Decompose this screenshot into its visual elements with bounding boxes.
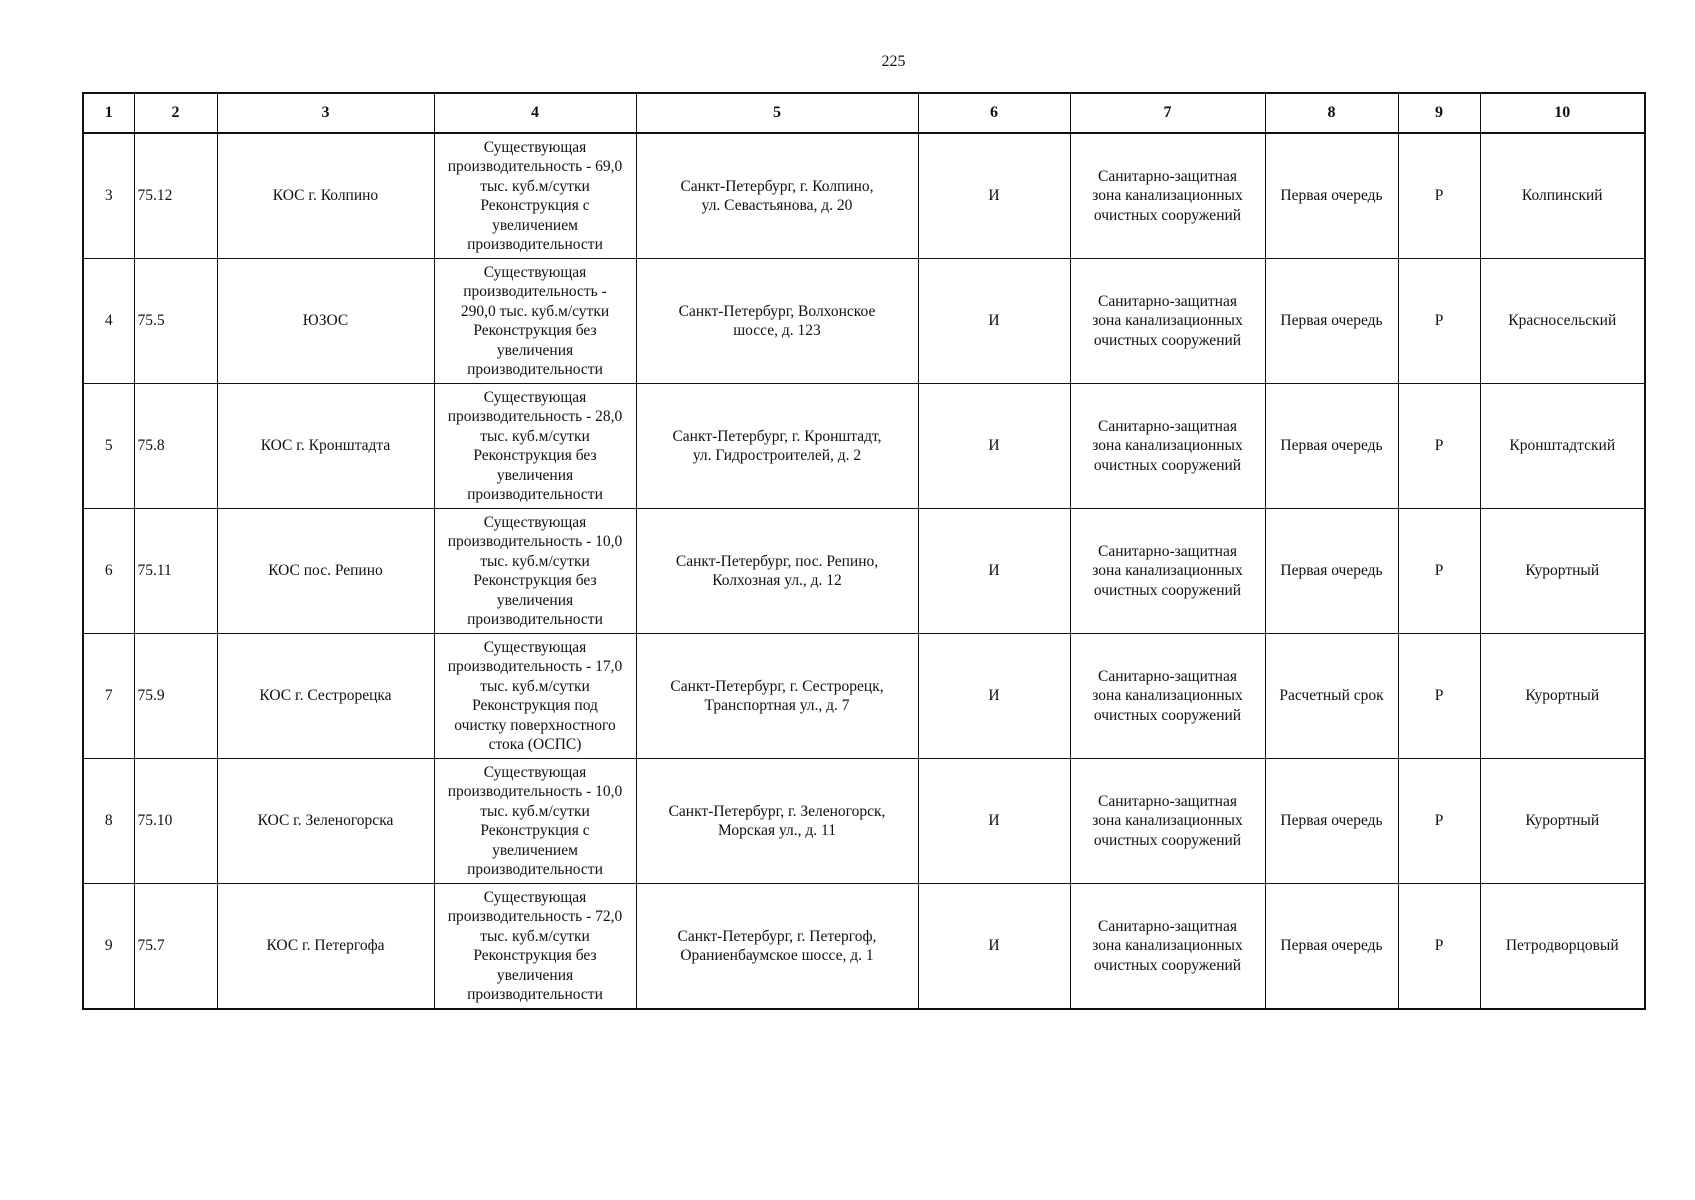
- object-description-cell-line: увеличением: [492, 216, 578, 234]
- object-description-cell-line: Существующая: [483, 888, 587, 906]
- object-description-cell-line: производительность - 72,0: [447, 908, 623, 925]
- zone-cell-line: Санитарно-защитная: [1098, 417, 1237, 435]
- object-description-cell-line: производительность - 10,0: [447, 783, 623, 800]
- object-name-cell: КОС г. Петергофа: [217, 884, 434, 1010]
- zone-cell-line: Санитарно-защитная: [1098, 792, 1237, 810]
- object-description-cell-line: 290,0 тыс. куб.м/сутки: [460, 302, 610, 320]
- column-header: 7: [1070, 93, 1265, 133]
- zone-cell-line: зона канализационных: [1092, 187, 1243, 205]
- zone-cell-line: зона канализационных: [1092, 437, 1243, 455]
- table-row: [83, 259, 1645, 384]
- object-address-cell-line: Ораниенбаумское шоссе, д. 1: [680, 947, 874, 964]
- column-header: 5: [636, 93, 918, 133]
- object-description-cell: [434, 634, 636, 759]
- row-number-cell: 5: [83, 384, 134, 509]
- status-cell: Р: [1398, 884, 1480, 1010]
- zone-cell-line: Санитарно-защитная: [1098, 917, 1237, 935]
- zone-cell: [1070, 259, 1265, 384]
- zone-cell-line: зона канализационных: [1092, 687, 1243, 705]
- object-description-cell-line: Реконструкция под: [472, 697, 598, 714]
- object-description-cell-line: тыс. куб.м/сутки: [480, 552, 590, 570]
- object-description-cell-line: Реконструкция без: [473, 322, 597, 339]
- object-address-cell-line: Санкт-Петербург, г. Петергоф,: [677, 927, 877, 945]
- object-address-cell: [636, 133, 918, 259]
- object-description-cell-line: производительность - 10,0: [447, 533, 623, 550]
- stage-cell: Первая очередь: [1265, 509, 1398, 634]
- stage-cell: Первая очередь: [1265, 384, 1398, 509]
- object-type-cell: И: [918, 759, 1070, 884]
- status-cell: Р: [1398, 133, 1480, 259]
- zone-cell-line: зона канализационных: [1092, 562, 1243, 580]
- zone-cell-line: Санитарно-защитная: [1098, 542, 1237, 560]
- zone-cell-line: очистных сооружений: [1093, 206, 1242, 224]
- table-row: [83, 884, 1645, 1010]
- object-description-cell-line: очистку поверхностного: [454, 716, 616, 734]
- table-row: [83, 384, 1645, 509]
- object-type-cell: И: [918, 259, 1070, 384]
- object-code-cell: 75.7: [134, 884, 217, 1010]
- district-cell: Кронштадтский: [1480, 384, 1645, 509]
- object-address-cell-line: Транспортная ул., д. 7: [704, 697, 850, 714]
- object-name-cell: КОС г. Кронштадта: [217, 384, 434, 509]
- object-type-cell: И: [918, 884, 1070, 1010]
- row-number-cell: 3: [83, 133, 134, 259]
- page-number: 225: [881, 53, 906, 70]
- zone-cell-line: Санитарно-защитная: [1098, 667, 1237, 685]
- object-description-cell: [434, 509, 636, 634]
- object-description-cell-line: производительности: [467, 361, 603, 378]
- object-address-cell-line: Санкт-Петербург, г. Кронштадт,: [672, 427, 882, 445]
- row-number-cell: 4: [83, 259, 134, 384]
- object-address-cell-line: Санкт-Петербург, г. Зеленогорск,: [668, 802, 886, 820]
- status-cell: Р: [1398, 759, 1480, 884]
- object-address-cell-line: Санкт-Петербург, Волхонское: [678, 302, 876, 320]
- objects-table: [82, 92, 1646, 1010]
- column-header: 4: [434, 93, 636, 133]
- object-description-cell-line: производительности: [467, 236, 603, 253]
- zone-cell: [1070, 384, 1265, 509]
- object-code-cell: 75.9: [134, 634, 217, 759]
- object-code-cell: 75.5: [134, 259, 217, 384]
- column-header: 9: [1398, 93, 1480, 133]
- object-name-cell: КОС г. Зеленогорска: [217, 759, 434, 884]
- object-code-cell: 75.11: [134, 509, 217, 634]
- zone-cell-line: очистных сооружений: [1093, 706, 1242, 724]
- object-name-cell: КОС г. Колпино: [217, 133, 434, 259]
- status-cell: Р: [1398, 259, 1480, 384]
- object-description-cell-line: Существующая: [483, 263, 587, 281]
- table-body: [83, 133, 1645, 1009]
- row-number-cell: 9: [83, 884, 134, 1010]
- object-code-cell: 75.10: [134, 759, 217, 884]
- object-description-cell-line: увеличения: [496, 341, 574, 359]
- object-name-cell: КОС пос. Репино: [217, 509, 434, 634]
- object-address-cell-line: Санкт-Петербург, г. Колпино,: [680, 177, 874, 195]
- object-type-cell: И: [918, 634, 1070, 759]
- column-header: 10: [1480, 93, 1645, 133]
- row-number-cell: 6: [83, 509, 134, 634]
- table-row: [83, 759, 1645, 884]
- object-description-cell-line: производительность - 28,0: [447, 408, 623, 425]
- object-address-cell: [636, 384, 918, 509]
- object-description-cell-line: Реконструкция с: [480, 822, 590, 839]
- district-cell: Колпинский: [1480, 133, 1645, 259]
- table-row: [83, 509, 1645, 634]
- object-address-cell-line: Морская ул., д. 11: [718, 822, 836, 839]
- district-cell: Курортный: [1480, 634, 1645, 759]
- object-description-cell-line: Реконструкция без: [473, 947, 597, 964]
- column-header: 2: [134, 93, 217, 133]
- object-description-cell-line: Существующая: [483, 763, 587, 781]
- stage-cell: Первая очередь: [1265, 133, 1398, 259]
- object-address-cell-line: Колхозная ул., д. 12: [712, 572, 842, 589]
- zone-cell: [1070, 634, 1265, 759]
- zone-cell-line: Санитарно-защитная: [1098, 167, 1237, 185]
- object-description-cell-line: тыс. куб.м/сутки: [480, 802, 590, 820]
- object-description-cell-line: производительность - 17,0: [447, 658, 623, 675]
- zone-cell-line: очистных сооружений: [1093, 831, 1242, 849]
- object-description-cell: [434, 259, 636, 384]
- object-address-cell-line: ул. Гидростроителей, д. 2: [692, 447, 862, 464]
- zone-cell: [1070, 884, 1265, 1010]
- status-cell: Р: [1398, 509, 1480, 634]
- object-description-cell-line: тыс. куб.м/сутки: [480, 427, 590, 445]
- object-description-cell-line: Существующая: [483, 638, 587, 656]
- stage-cell: Первая очередь: [1265, 259, 1398, 384]
- object-address-cell: [636, 884, 918, 1010]
- zone-cell: [1070, 509, 1265, 634]
- district-cell: Курортный: [1480, 509, 1645, 634]
- zone-cell: [1070, 759, 1265, 884]
- object-description-cell-line: Реконструкция без: [473, 572, 597, 589]
- stage-cell: Первая очередь: [1265, 759, 1398, 884]
- object-address-cell-line: Санкт-Петербург, пос. Репино,: [675, 552, 879, 570]
- object-description-cell: [434, 384, 636, 509]
- column-header: 8: [1265, 93, 1398, 133]
- object-address-cell: [636, 259, 918, 384]
- district-cell: Петродворцовый: [1480, 884, 1645, 1010]
- district-cell: Курортный: [1480, 759, 1645, 884]
- object-description-cell-line: увеличения: [496, 591, 574, 609]
- object-address-cell: [636, 509, 918, 634]
- object-description-cell-line: производительности: [467, 861, 603, 878]
- stage-cell: Расчетный срок: [1265, 634, 1398, 759]
- object-address-cell-line: Санкт-Петербург, г. Сестрорецк,: [670, 677, 884, 695]
- object-name-cell: КОС г. Сестрорецка: [217, 634, 434, 759]
- object-address-cell-line: ул. Севастьянова, д. 20: [701, 197, 853, 214]
- object-description-cell-line: тыс. куб.м/сутки: [480, 927, 590, 945]
- object-description-cell-line: Существующая: [483, 138, 587, 156]
- table-row: [83, 133, 1645, 259]
- object-address-cell: [636, 759, 918, 884]
- stage-cell: Первая очередь: [1265, 884, 1398, 1010]
- object-description-cell-line: Существующая: [483, 388, 587, 406]
- object-description-cell-line: производительности: [467, 611, 603, 628]
- object-description-cell-line: производительность -: [463, 283, 607, 300]
- object-description-cell-line: производительности: [467, 486, 603, 503]
- zone-cell-line: очистных сооружений: [1093, 456, 1242, 474]
- object-code-cell: 75.12: [134, 133, 217, 259]
- object-type-cell: И: [918, 509, 1070, 634]
- object-name-cell: ЮЗОС: [217, 259, 434, 384]
- object-description-cell-line: Реконструкция без: [473, 447, 597, 464]
- object-description-cell-line: производительность - 69,0: [447, 158, 623, 175]
- zone-cell-line: зона канализационных: [1092, 312, 1243, 330]
- row-number-cell: 7: [83, 634, 134, 759]
- table-header: [83, 93, 1645, 133]
- object-description-cell-line: увеличения: [496, 966, 574, 984]
- zone-cell-line: зона канализационных: [1092, 937, 1243, 955]
- zone-cell-line: очистных сооружений: [1093, 581, 1242, 599]
- zone-cell-line: очистных сооружений: [1093, 331, 1242, 349]
- table-row: [83, 634, 1645, 759]
- object-description-cell-line: Существующая: [483, 513, 587, 531]
- column-header: 1: [83, 93, 134, 133]
- column-header: 6: [918, 93, 1070, 133]
- object-address-cell-line: шоссе, д. 123: [733, 322, 821, 339]
- object-type-cell: И: [918, 384, 1070, 509]
- object-description-cell-line: увеличением: [492, 841, 578, 859]
- status-cell: Р: [1398, 634, 1480, 759]
- object-type-cell: И: [918, 133, 1070, 259]
- status-cell: Р: [1398, 384, 1480, 509]
- object-code-cell: 75.8: [134, 384, 217, 509]
- header-row: [83, 93, 1645, 133]
- object-description-cell: [434, 759, 636, 884]
- object-description-cell-line: тыс. куб.м/сутки: [480, 677, 590, 695]
- zone-cell-line: зона канализационных: [1092, 812, 1243, 830]
- column-header: 3: [217, 93, 434, 133]
- district-cell: Красносельский: [1480, 259, 1645, 384]
- object-description-cell-line: увеличения: [496, 466, 574, 484]
- zone-cell-line: Санитарно-защитная: [1098, 292, 1237, 310]
- zone-cell-line: очистных сооружений: [1093, 956, 1242, 974]
- object-description-cell: [434, 884, 636, 1010]
- object-description-cell-line: стока (ОСПС): [488, 736, 582, 753]
- object-address-cell: [636, 634, 918, 759]
- row-number-cell: 8: [83, 759, 134, 884]
- object-description-cell-line: тыс. куб.м/сутки: [480, 177, 590, 195]
- object-description-cell-line: Реконструкция с: [480, 197, 590, 214]
- object-description-cell: [434, 133, 636, 259]
- zone-cell: [1070, 133, 1265, 259]
- object-description-cell-line: производительности: [467, 986, 603, 1003]
